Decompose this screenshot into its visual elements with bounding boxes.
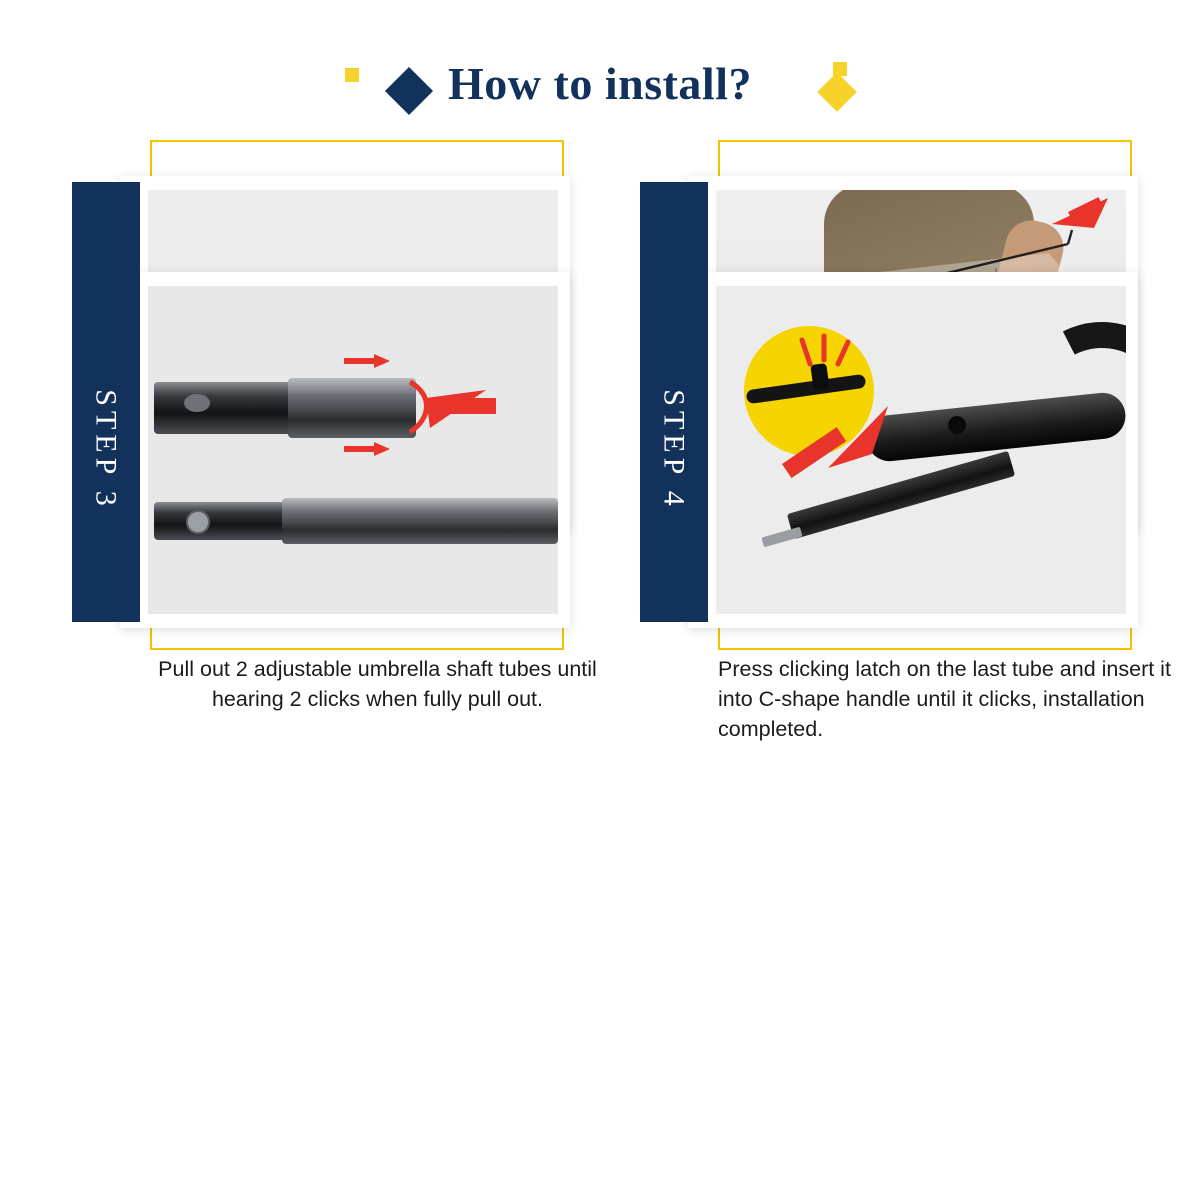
photo-card bbox=[120, 272, 570, 628]
step-4-image bbox=[716, 286, 1126, 614]
red-insert-arrow-icon bbox=[716, 286, 1126, 614]
page-title-row bbox=[0, 48, 1200, 118]
page-title: How to install? bbox=[448, 57, 752, 109]
step-tab-label: STEP 3 bbox=[90, 389, 123, 511]
red-pull-arrows-icon bbox=[148, 286, 558, 614]
step-tab-label: STEP 4 bbox=[658, 389, 691, 511]
step-3-image bbox=[148, 286, 558, 614]
yellow-square-right-icon bbox=[833, 62, 847, 76]
steps-grid bbox=[58, 140, 1171, 741]
navy-diamond-icon bbox=[385, 67, 433, 115]
step-caption-4: Press clicking latch on the last tube and insert it into C-shape handle until it clicks, installation completed. bbox=[718, 657, 1171, 741]
yellow-square-left-icon bbox=[345, 68, 359, 82]
step-tab-3 bbox=[72, 278, 140, 622]
step-caption-3: Pull out 2 adjustable umbrella shaft tubes until hearing 2 clicks when fully pull out. bbox=[158, 657, 597, 711]
photo-card bbox=[688, 272, 1138, 628]
step-tab-4 bbox=[640, 278, 708, 622]
